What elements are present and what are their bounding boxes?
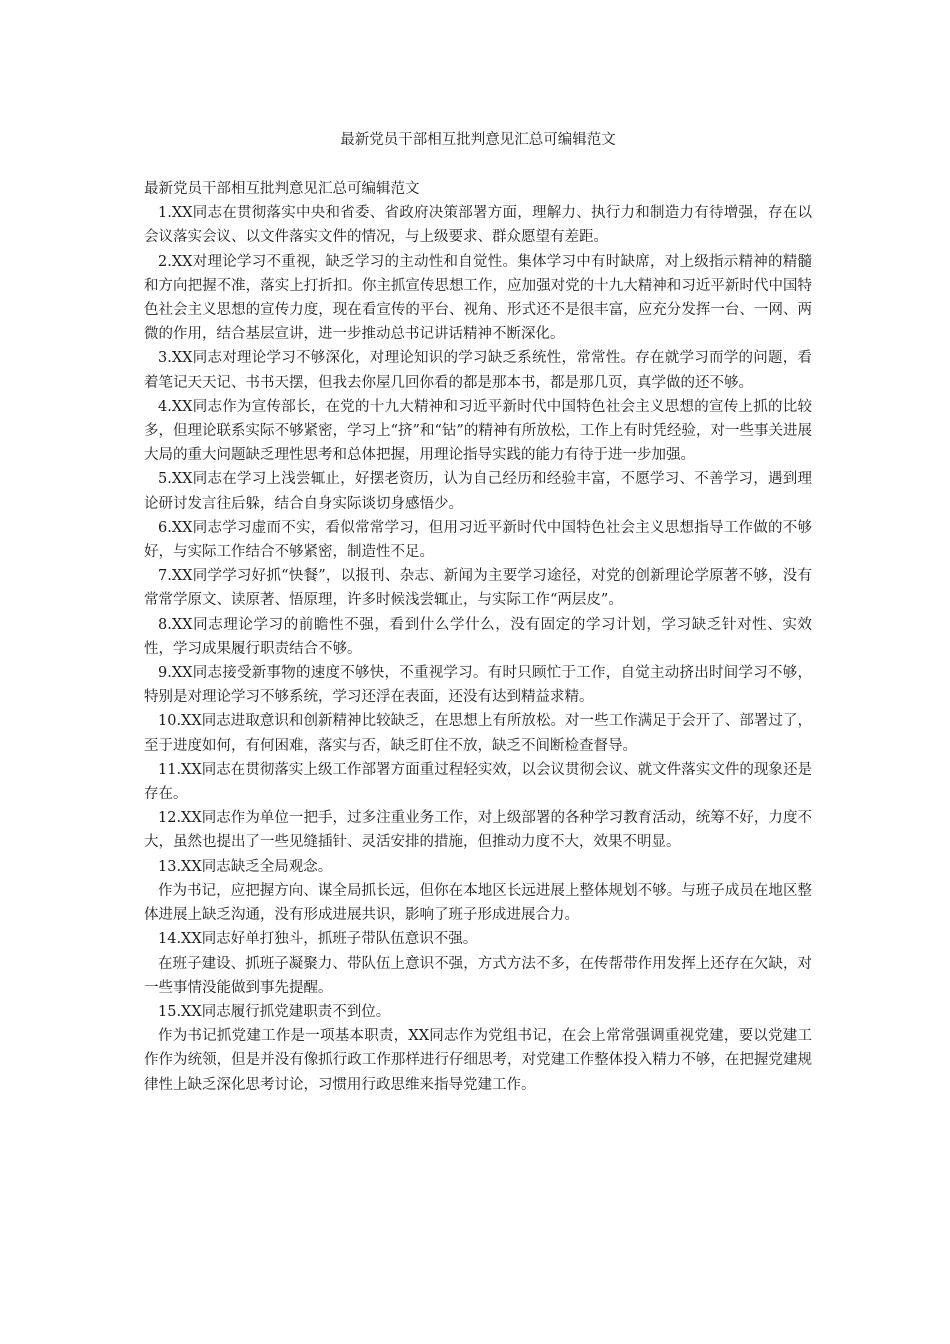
paragraph: 1.XX同志在贯彻落实中央和省委、省政府决策部署方面，理解力、执行力和制造力有待增强，存在以会议落实会议、以文件落实文件的情况，与上级要求、群众愿望有差距。: [144, 205, 812, 246]
paragraph: 10.XX同志进取意识和创新精神比较缺乏，在思想上有所放松。对一些工作满足于会开了、部署过了，至于进度如何，有何困难，落实与否，缺乏盯住不放，缺乏不间断检查督导。: [144, 713, 812, 754]
paragraph: 14.XX同志好单打独斗，抓班子带队伍意识不强。: [158, 931, 478, 948]
paragraph: 9.XX同志接受新事物的速度不够快，不重视学习。有时只顾忙于工作，自觉主动挤出时间学习不够，特别是对理论学习不够系统，学习还浮在表面，还没有达到精益求精。: [144, 665, 812, 706]
paragraph: 12.XX同志作为单位一把手，过多注重业务工作，对上级部署的各种学习教育活动，统筹不好，力度不大，虽然也提出了一些见缝插针、灵活安排的措施，但推动力度不大，效果不明显。: [144, 810, 812, 851]
paragraph: 15.XX同志履行抓党建职责不到位。: [158, 1003, 391, 1020]
paragraph: 7.XX同学学习好抓“快餐”，以报刊、杂志、新闻为主要学习途径，对党的创新理论学原著不够，没有常常学原文、读原著、悟原理，许多时候浅尝辄止，与实际工作“两层皮”。: [144, 568, 812, 609]
paragraph: 4.XX同志作为宣传部长，在党的十九大精神和习近平新时代中国特色社会主义思想的宣传上抓的比较多，但理论联系实际不够紧密，学习上“挤”和“钻”的精神有所放松，工作上有时凭经验，对一些事关进展大局的重大问题缺乏理性思考和总体把握，用理论指导实践的能力有待于进一步加强。: [144, 398, 812, 464]
document-title: 最新党员干部相互批判意见汇总可编辑范文: [340, 132, 616, 148]
paragraph: 作为书记，应把握方向、谋全局抓长远，但你在本地区长远进展上整体规划不够。与班子成员在地区整体进展上缺乏沟通，没有形成进展共识，影响了班子形成进展合力。: [144, 882, 812, 924]
paragraph: 6.XX同志学习虚而不实，看似常常学习，但用习近平新时代中国特色社会主义思想指导工作做的不够好，与实际工作结合不够紧密，制造性不足。: [144, 519, 812, 561]
paragraph: 作为书记抓党建工作是一项基本职责，XX同志作为党组书记，在会上常常强调重视党建，要以党建工作作为统领，但是并没有像抓行政工作那样进行仔细思考，对党建工作整体投入精力不够，在把握党建规律性上缺乏深化思考讨论，习惯用行政思维来指导党建工作。: [144, 1028, 812, 1093]
paragraph: 13.XX同志缺乏全局观念。: [158, 858, 333, 875]
paragraph: 5.XX同志在学习上浅尝辄止，好摆老资历，认为自己经历和经验丰富，不愿学习、不善学习，遇到理论研讨发言往后躲，结合自身实际谈切身感悟少。: [144, 471, 812, 512]
paragraph: 8.XX同志理论学习的前瞻性不强，看到什么学什么，没有固定的学习计划，学习缺乏针对性、实效性，学习成果履行职责结合不够。: [144, 616, 812, 657]
paragraph: 最新党员干部相互批判意见汇总可编辑范文: [144, 181, 420, 197]
paragraph: 3.XX同志对理论学习不够深化，对理论知识的学习缺乏系统性，常常性。存在就学习而学的问题，看着笔记天天记、书书天摆，但我去你屋几回你看的都是那本书，都是那几页，真学做的还不够。: [144, 350, 812, 391]
paragraph: 2.XX对理论学习不重视，缺乏学习的主动性和自觉性。集体学习中有时缺席，对上级指示精神的精髓和方向把握不准，落实上打折扣。你主抓宣传思想工作，应加强对党的十九大精神和习近平新时代中国特色社会主义思想的宣传力度，现在看宣传的平台、视角、形式还不是很丰富，应充分发挥一台、一网、两微的作用，结合基层宣讲，进一步推动总书记讲话精神不断深化。: [144, 253, 812, 343]
paragraph: 11.XX同志在贯彻落实上级工作部署方面重过程轻实效，以会议贯彻会议、就文件落实文件的现象还是存在。: [144, 761, 812, 803]
document-body: [144, 177, 812, 1097]
paragraph: 在班子建设、抓班子凝聚力、带队伍上意识不强，方式方法不多，在传帮带作用发挥上还存在欠缺，对一些事情没能做到事先提醒。: [144, 955, 812, 996]
